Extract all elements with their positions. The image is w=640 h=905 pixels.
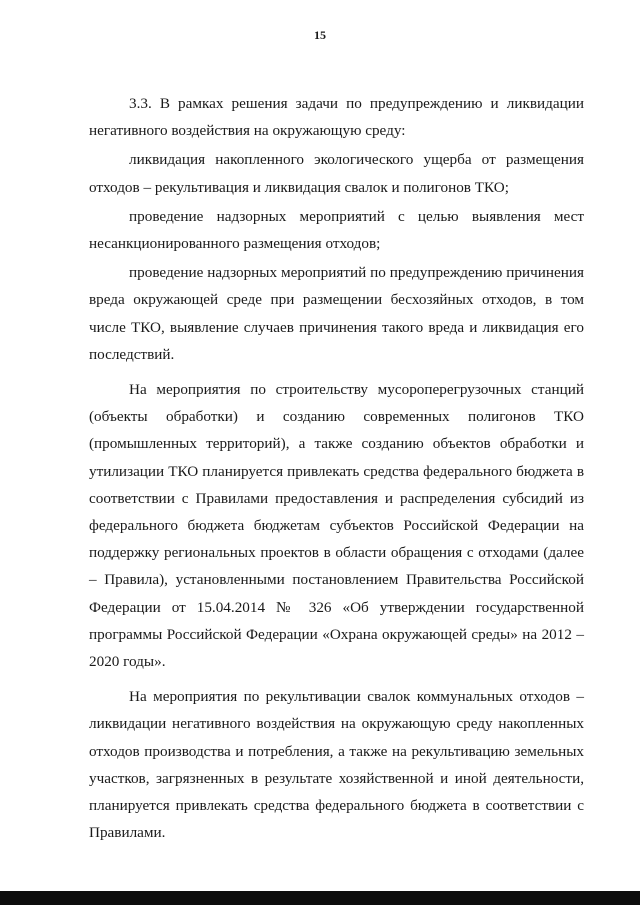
paragraph-section-3-3: 3.3. В рамках решения задачи по предупреждению и ликвидации негативного воздействия на окружающую среду: (89, 95, 584, 140)
paragraph-supervision-ownerless: проведение надзорных мероприятий по предупреждению причинения вреда окружающей среде при размещении бесхозяйных отходов, в том числе ТКО, выявление случаев причинения такого вреда и ликвидация его последствий. (89, 264, 584, 363)
paragraph-recultivation-funding: На мероприятия по рекультивации свалок коммунальных отходов – ликвидации негативного воздействия на окружающую среду накопленных отходов производства и потребления, а также на рекультивацию земельных участков, загрязненных в результате хозяйственной и иной деятельности, планируется привлекать средства федерального бюджета в соответствии с Правилами. (89, 688, 584, 842)
page-number: 15 (314, 28, 326, 42)
paragraph-supervision-unauthorized: проведение надзорных мероприятий с целью выявления мест несанкционированного размещения отходов; (89, 207, 584, 253)
paragraph-construction-funding: На мероприятия по строительству мусороперегрузочных станций (объекты обработки) и созданию современных полигонов ТКО (промышленных территорий), а также созданию объектов обработки и утилизации ТКО планируется привлекать средства федерального бюджета в соответствии с Правилами предоставления и распределения субсидий из федерального бюджета бюджетам субъектов Российской Федерации на поддержку региональных проектов в области обращения с отходами (далее – Правила), установленными постановлением Правительства Российской Федерации от 15.04.2014 № 326 «Об утверждении государственной программы Российской Федерации «Охрана окружающей среды» на 2012 – 2020 годы». (89, 381, 584, 671)
paragraph-liquidation-damage: ликвидация накопленного экологического ущерба от размещения отходов – рекультивация и ликвидация свалок и полигонов ТКО; (89, 151, 584, 196)
scan-bottom-edge (0, 891, 640, 905)
document-body (89, 90, 584, 846)
